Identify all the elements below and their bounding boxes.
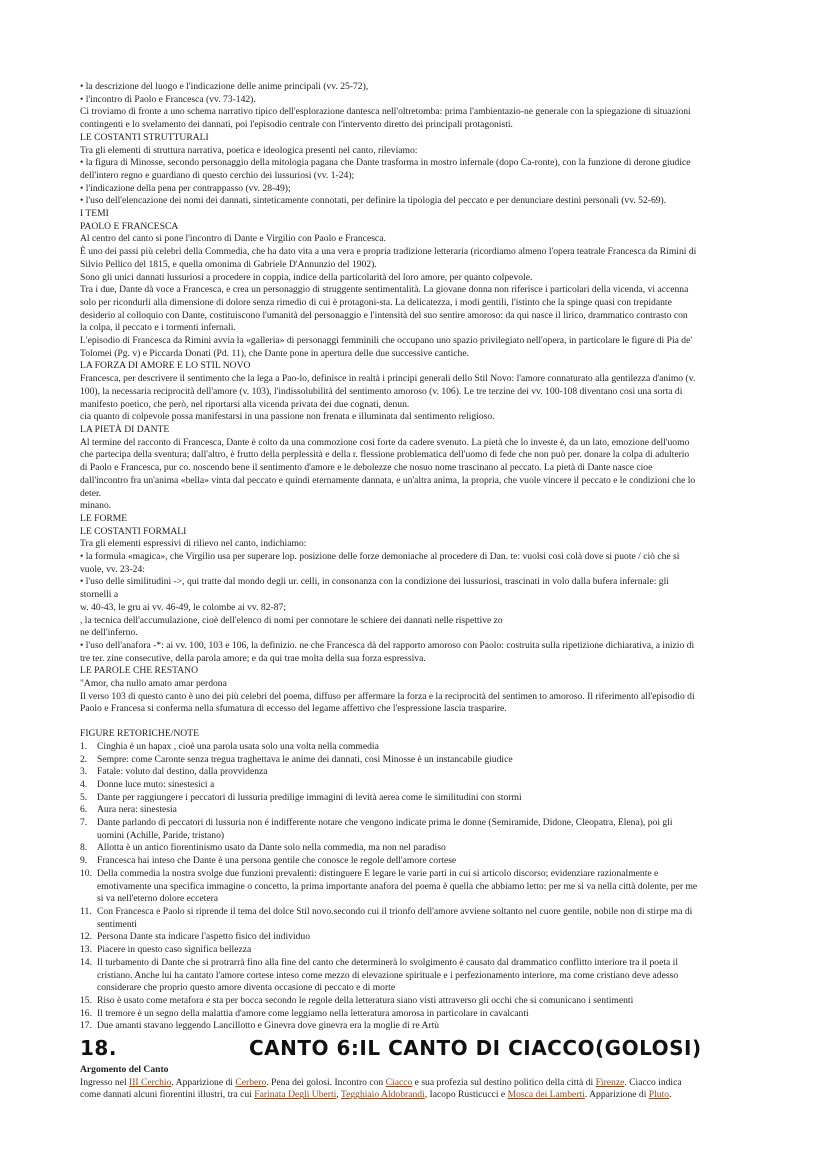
figure-note-item (80, 1008, 752, 1021)
text-line: tre ter. zine consecutive, della parola amore; e da qui trae molta della sua forza espressiva. (80, 652, 426, 664)
text-line: Tra i due, Dante dà voce a Francesca, e crea un personaggio di struggente sentimentalità. La giovane donna non riferisce i particolari della vicenda, vi accenna (80, 284, 689, 296)
figure-note-item (80, 957, 752, 995)
text-line: PAOLO E FRANCESCA (80, 220, 179, 232)
figure-note-text: Piacere in questo caso significa bellezza (97, 944, 252, 956)
figure-note-text: Con Francesca e Paolo si riprende il tema del dolce Stil novo.secondo cui il trionfo dell'amore avviene soltanto nel cuore gentile, nobile non di stirpe ma di (97, 906, 693, 917)
text-line: 100), la necessaria reciprocità dell'amore (v. 103), l'indissolubilità del sentimento amoroso (v. 106). Le tre terzine dei vv. 100-108 diventano così una sorta di (80, 385, 683, 397)
text-line: minano. (80, 500, 112, 512)
link-tegghiaio[interactable]: Tegghiaio Aldobrandi (340, 1089, 425, 1101)
text-line: L'episodio di Francesca da Rimini avvia la «galleria» di personaggi femminili che occupano uno spazio privilegiato nell'opera, in particolare le figure di Pia de' (80, 335, 693, 347)
link-firenze[interactable]: Firenze (595, 1076, 625, 1088)
text-line: LE PAROLE CHE RESTANO (80, 665, 199, 677)
figure-note-number: 2. (80, 753, 88, 765)
link-ciacco[interactable]: Ciacco (385, 1076, 413, 1088)
canto-title: CANTO 6:IL CANTO DI CIACCO(GOLOSI) (249, 1036, 702, 1061)
text-line: dall'incontro fra un'anima «bella» vinta dal peccato e quindi eternamente dannata, e un'altra anima, la propria, che vuole vincere il peccato e le condizioni che lo (80, 474, 696, 486)
text-line: • l'uso dell'anafora -*: ai vv. 100, 103 e 106, la definizio. ne che Francesca dà del rapporto amoroso con Paolo: costruita sulla ripetizione dichiarativa, a inizio di (80, 639, 695, 651)
text-line: Tra gli elementi espressivi di rilievo nel canto, indichiamo: (80, 538, 307, 550)
figure-note-item (80, 944, 752, 957)
text-line: dell'intero regno e guardiano di questo cerchio dei lussuriosi (vv. 1-24); (80, 169, 355, 181)
canto-heading (80, 1034, 752, 1062)
figure-note-number: 4. (80, 778, 88, 790)
text-line: stornelli a (80, 589, 119, 601)
figure-note-text: sentimenti (97, 918, 137, 930)
figure-note-number: 13. (80, 944, 92, 956)
text-line: Tolomei (Pg. v) e Piccarda Donati (Pd. 11), che Dante pone in apertura delle due successive cantiche. (80, 347, 469, 359)
figure-notes-list (80, 741, 752, 1033)
text-line: ne dell'inferno. (80, 627, 138, 639)
argument-text: . Ciacco indica (624, 1076, 682, 1088)
figure-note-text: Sempre: come Caronte senza tregua traghettava le anime dei dannati, così Minosse è un instancabile giudice (97, 753, 513, 765)
document-content (80, 81, 752, 1102)
figure-note-item (80, 868, 752, 906)
figure-note-number: 8. (80, 842, 88, 854)
text-line: LE COSTANTI STRUTTURALI (80, 131, 209, 143)
figure-note-item (80, 995, 752, 1008)
link-mosca[interactable]: Mosca dei Lamberti (507, 1089, 585, 1101)
figure-note-number: 14. (80, 956, 92, 968)
figure-note-item (80, 842, 752, 855)
figure-note-text: si va nell'eterno dolore eccetera (97, 893, 219, 905)
figure-note-text: emotivamente una specifica immagine o concetto, la prima importante anafora del poema è quella che abbiamo letto: per me si va nella città dolente, per me (97, 880, 698, 892)
figure-note-text: Riso è usato come metafora e sta per bocca secondo le regole della letteratura siano visti attraverso gli occhi che si comunicano i sentimenti (97, 994, 634, 1006)
text-line: w. 40-43, le gru ai vv. 46-49, le colombe ai vv. 82-87; (80, 601, 286, 613)
argument-text: Ingresso nel (80, 1076, 130, 1088)
argument-text: come dannati alcuni fiorentini illustri, tra cui (80, 1089, 255, 1101)
link-cerbero[interactable]: Cerbero (235, 1076, 267, 1088)
figure-note-item (80, 754, 752, 767)
argument-text: , Iacopo Rusticucci e (424, 1089, 508, 1101)
text-line: • l'incontro di Paolo e Francesca (vv. 73-142). (80, 93, 256, 105)
text-line: Silvio Pellico del 1815, e quella omonima di Gabriele D'Annunzio del 1902). (80, 258, 377, 270)
figure-note-number: 17. (80, 1020, 92, 1032)
figure-note-text: Il tremore è un segno della malattia d'amore come leggiamo nella letteratura amorosa in particolare in cavalcanti (97, 1007, 529, 1019)
figure-note-number: 7. (80, 817, 88, 829)
argument-paragraph (80, 1077, 752, 1102)
text-line: Ci troviamo di fronte a uno schema narrativo tipico dell'esplorazione dantesca nell'oltretomba: prima l'ambientazio-ne generale con la spiegazione di situazioni (80, 106, 691, 118)
figure-note-item (80, 817, 752, 842)
text-line: LE FORME (80, 512, 128, 524)
figure-note-text: Fatale: voluto dal destino, dalla provvidenza (97, 766, 268, 778)
figure-note-number: 6. (80, 804, 88, 816)
link-iii-cerchio[interactable]: III Cerchio (129, 1076, 172, 1088)
text-line: la colpa, il peccato e i tormenti infernali. (80, 322, 236, 334)
figure-note-item (80, 766, 752, 779)
figure-note-number: 5. (80, 791, 88, 803)
text-line: LE COSTANTI FORMALI (80, 525, 187, 537)
canto-number: 18. (80, 1036, 117, 1061)
text-line: manifesto poetico, che però, nel riportarsi alla vicenda privata dei due cognati, denun. (80, 398, 410, 410)
text-line: "Amor, cha nullo amato amar perdona (80, 678, 227, 690)
text-line: Il verso 103 di questo canto è uno dei più celebri del poema, diffuso per affermare la forza e la reciprocità del sentimen to amoroso. Il riferimento all'episodio di (80, 690, 695, 702)
text-line: È uno dei passi più celebri della Commedia, che ha dato vita a una vera e propria tradizione letteraria (ricordiamo almeno l'opera teatrale Francesca da Rimini di (80, 246, 697, 258)
text-line: • la figura di Minosse, secondo personaggio della mitologia pagana che Dante trasforma in mostro infernale (dopo Ca-ronte), con la funzione di derone giudice (80, 157, 691, 169)
figure-note-number: 3. (80, 766, 88, 778)
figure-note-text: Aura nera: sinestesia (97, 804, 177, 816)
text-line: Al centro del canto si pone l'incontro di Dante e Virgilio con Paolo e Francesca. (80, 233, 386, 245)
argument-heading: Argomento del Canto (80, 1064, 169, 1076)
text-line: desiderio al colloquio con Dante, costituiscono l'umanità del personaggio e l'intensità del suo sentire amoroso: da qui nasce il lirico, drammatico contrasto con (80, 309, 688, 321)
text-line: LA PIETÀ DI DANTE (80, 423, 170, 435)
text-line: • la formula «magica», che Virgilio usa per superare lop. posizione delle forze demoniache al procedere di Dan. te: vuolsi così colà dove si puote / ciò che si (80, 551, 680, 563)
text-line: Sono gli unici dannati lussuriosi a procedere in coppia, indice della particolarità del loro amore, per quanto colpevole. (80, 271, 533, 283)
argument-text: . (669, 1089, 672, 1101)
figure-note-text: Francesca hai inteso che Dante è una persona gentile che conosce le regole dell'amore cortese (97, 855, 457, 867)
text-line: Paolo e Francesa si conferma nella sfumatura di eccesso del legame affettivo che l'espressione lascia trasparire. (80, 703, 507, 715)
spacer (80, 716, 752, 728)
figure-note-item (80, 792, 752, 805)
figure-note-item (80, 741, 752, 754)
figure-note-number: 9. (80, 855, 88, 867)
text-line: • l'uso dell'elencazione dei nomi dei dannati, sinteticamente connotati, per definire la tipologia del peccato e per denunciare destini personali (vv. 52-69). (80, 195, 667, 207)
figure-note-text: considerare che proprio questo amore diventa occasione di peccato e di morte (97, 982, 396, 994)
text-line: LA FORZA DI AMORE E LO STIL NOVO (80, 360, 251, 372)
figure-heading: FIGURE RETORICHE/NOTE (80, 728, 199, 740)
figure-note-text: Persona Dante sta indicare l'aspetto fisico del individuo (97, 931, 311, 943)
argument-text: e sua profezia sul destino politico della città di (412, 1076, 596, 1088)
figure-note-item (80, 779, 752, 792)
figure-note-text: cristiano. Anche lui ha cantato l'amore cortese inteso come mezzo di elevazione spirituale e i perfezionamento interiore, ma come cristiano deve adesso (97, 969, 679, 981)
figure-note-item (80, 855, 752, 868)
figure-note-text: Il turbamento di Dante che si protrarrà fino alla fine del canto che determinerà lo svolgimento è causato dal drammatico conflitto interiore tra il poeta il (97, 956, 679, 968)
text-line: I TEMI (80, 208, 109, 220)
figure-note-text: Due amanti stavano leggendo Lancillotto e Ginevra dove ginevra era la moglie di re Artù (97, 1020, 440, 1032)
figure-note-item (80, 931, 752, 944)
text-line: Francesca, per descrivere il sentimento che la lega a Pao-lo, definisce in realtà i principi generali dello Stil Novo: l'amore connaturato alla gentilezza d'animo (v. (80, 373, 696, 385)
argument-text: . Apparizione di (171, 1076, 236, 1088)
figure-note-number: 12. (80, 931, 92, 943)
text-line: • l'indicazione della pena per contrappasso (vv. 28-49); (80, 182, 291, 194)
figure-note-number: 15. (80, 994, 92, 1006)
text-line: solo per ricondurli alla dimensione di dolore senza rimedio di cui è protagoni-sta. La delicatezza, i modi gentili, l'istinto che la spinge quasi con trepidante (80, 296, 672, 308)
link-pluto[interactable]: Pluto (648, 1089, 670, 1101)
text-line: cia quanto di colpevole possa manifestarsi in una passione non frenata e illuminata dal sentimento religioso. (80, 411, 495, 423)
text-line: , la tecnica dell'accumulazione, cioè dell'elenco di nomi per connotare le schiere dei dannati nelle rispettive zo (80, 614, 503, 626)
figure-note-text: Donne luce muto: sinestesici a (97, 778, 215, 790)
figure-note-number: 1. (80, 740, 88, 752)
figure-note-number: 16. (80, 1007, 92, 1019)
text-line: contingenti e lo svelamento dei dannati, poi l'episodio centrale con l'intervento diretto dei principali protagonisti. (80, 119, 513, 131)
figure-note-text: Dante per raggiungere i peccatori di lussuria predilige immagini di levità aerea come le similitudini con stormi (97, 791, 522, 803)
main-text (80, 81, 752, 716)
figure-note-number: 10. (80, 867, 92, 879)
argument-text: , (336, 1089, 341, 1101)
text-line: di Paolo e Francesca, pur co. noscendo bene il sentimento d'amore e le debolezze che nosuo nome trascinano al peccato. La pietà di Dante nasce cioe (80, 462, 653, 474)
figure-note-item (80, 906, 752, 931)
argument-text: . Pena dei golosi. Incontro con (266, 1076, 386, 1088)
figure-note-text: Dante parlando di peccatori di lussuria non é indifferente notare che vengono indicate prima le donne (Semiramide, Didone, Cleopatra, Elena), poi gli (97, 817, 673, 829)
figure-note-number: 11. (80, 906, 92, 917)
figure-note-text: Cinghia è un hapax , cioè una parola usata solo una volta nella commedia (97, 740, 379, 752)
figure-note-item (80, 1020, 752, 1033)
text-line: • l'uso delle similitudini ->, qui tratte dal mondo degli ur. celli, in consonanza con la condizione dei lussuriosi, trascinati in volo dalla bufera infernale: gli (80, 576, 669, 588)
text-line: che partecipa della sventura; dall'altro, è frutto della perplessità e della r. flessione problematica dell'uomo di fede che non può per. donare la colpa di adulterio (80, 449, 690, 461)
figure-note-text: Della commedia la nostra svolge due funzioni prevalenti: distinguere E legare le varie parti in cui si articolo discorso; evidenziare razionalmente e (97, 867, 659, 879)
figure-note-text: uomini (Achille, Paride, tristano) (97, 829, 225, 841)
text-line: Al termine del racconto di Francesca, Dante è colto da una commozione così forte da cadere svenuto. La pietà che lo investe è, da un lato, emozione dell'uomo (80, 436, 690, 448)
text-line: vuole, vv. 23-24: (80, 563, 145, 575)
link-farinata[interactable]: Farinata Degli Uberti (254, 1089, 337, 1101)
text-line: • la descrizione del luogo e l'indicazione delle anime principali (vv. 25-72), (80, 81, 369, 92)
figure-note-item (80, 804, 752, 817)
text-line: deter. (80, 487, 102, 499)
figure-note-text: Allotta è un antico fiorentinismo usato da Dante solo nella commedia, ma non nel paradiso (97, 842, 446, 854)
text-line: Tra gli elementi di struttura narrativa, poetica e ideologica presenti nel canto, rileviamo: (80, 144, 418, 156)
argument-text: . Apparizione di (584, 1089, 649, 1101)
